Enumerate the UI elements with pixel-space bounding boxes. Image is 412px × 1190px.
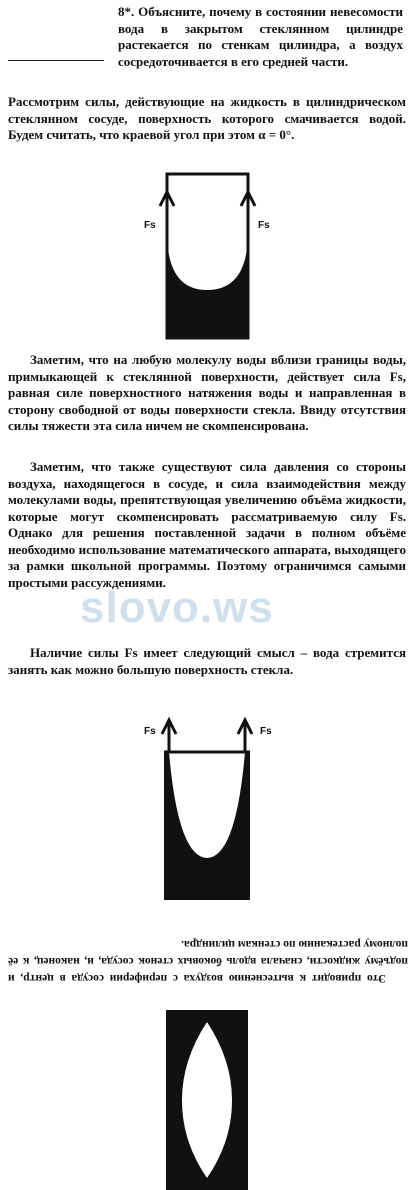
figure-cylinder-meniscus xyxy=(140,172,280,342)
paragraph-meaning: Наличие силы Fs имеет следующий смысл – вода стремится занять как можно большую поверхность стекла. xyxy=(8,645,406,677)
watermark: slovo.ws xyxy=(80,583,274,632)
figure-cylinder-spread xyxy=(160,1010,254,1190)
force-label-left: Fs xyxy=(144,220,156,231)
problem-statement xyxy=(118,4,403,70)
figure-cylinder-rising xyxy=(138,712,288,902)
paragraph-conclusion-inverted: Это приводит к вытеснению воздуха с периферии сосуда в центр, и подъёму жидкости, сначала вдоль боковых стенок сосуда, и, наконец, к её полному растеканию по стенкам цилиндра. xyxy=(8,938,408,984)
paragraph-surface-force: Заметим, что на любую молекулу воды вблизи границы воды, примыкающей к стеклянной поверхности, действует сила Fs, равная силе поверхностного натяжения воды и направленная в сторону свободной от воды поверхности стекла. Ввиду отсутствия силы тяжести эта сила ничем не скомпенсирована. xyxy=(8,352,406,433)
problem-number: 8*. xyxy=(118,4,135,19)
force-label-left: Fs xyxy=(144,726,156,737)
problem-text: Объясните, почему в состоянии невесомости вода в закрытом стеклянном цилиндре растекается по стенкам цилиндра, а воздух сосредоточивается в его средней части. xyxy=(118,4,404,69)
divider xyxy=(8,60,104,61)
force-label-right: Fs xyxy=(260,726,272,737)
paragraph-intro: Рассмотрим силы, действующие на жидкость в цилиндрическом стеклянном сосуде, поверхность которого смачивается водой. Будем считать, что краевой угол при этом α = 0°. xyxy=(8,94,406,142)
force-label-right: Fs xyxy=(258,220,270,231)
paragraph-pressure: Заметим, что также существуют сила давления со стороны воздуха, находящегося в сосуде, и сила взаимодействия между молекулами воды, препятствующая увеличению объёма жидкости, которые могут скомпенсировать рассматриваемую силу Fs. Однако для решения поставленной задачи в полном объёме необходимо использование математического аппарата, выходящего за рамки школьной программы. Поэтому ограничимся самыми простыми рассуждениями. xyxy=(8,459,406,590)
paragraph-conclusion-inverted-wrap xyxy=(8,930,408,986)
